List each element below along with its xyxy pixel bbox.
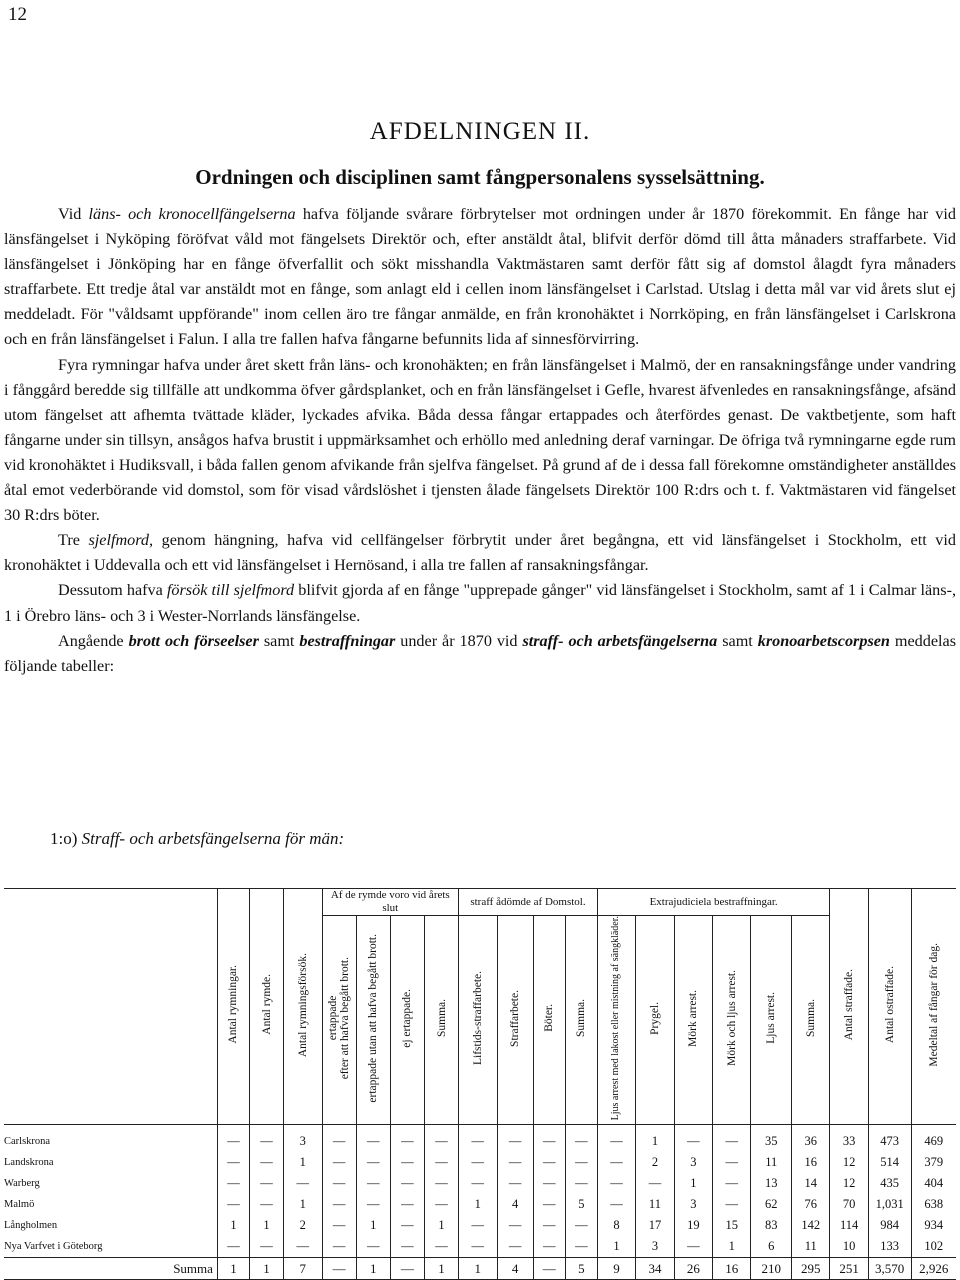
table-cell: — <box>322 1152 356 1173</box>
table-cell: 1 <box>217 1215 249 1236</box>
table-cell: 6 <box>751 1236 792 1258</box>
sum-cell: 1 <box>217 1258 249 1280</box>
table-cell: 19 <box>674 1215 712 1236</box>
table-cell: — <box>217 1152 249 1173</box>
table-cell: — <box>322 1125 356 1153</box>
statistics-table <box>4 888 956 1280</box>
table-cell: — <box>459 1215 497 1236</box>
sum-cell: 210 <box>751 1258 792 1280</box>
table-cell: 514 <box>868 1152 911 1173</box>
table-cell: 1 <box>284 1152 322 1173</box>
table-cell: — <box>356 1236 390 1258</box>
table-cell: 1 <box>597 1236 635 1258</box>
table-cell: 14 <box>792 1173 830 1194</box>
col-header-6: ej ertappade. <box>390 916 424 1125</box>
table-cell: — <box>322 1194 356 1215</box>
table-cell: 1 <box>459 1194 497 1215</box>
table-cell: — <box>217 1125 249 1153</box>
table-sum-row <box>4 1258 956 1280</box>
table-row <box>4 1152 956 1173</box>
table-cell: 11 <box>792 1236 830 1258</box>
sum-cell: 4 <box>497 1258 533 1280</box>
sum-cell: 34 <box>636 1258 674 1280</box>
table-cell: 2 <box>636 1152 674 1173</box>
paragraph-5: Angående brott och förseelser samt bestraffningar under år 1870 vid straff- och arbetsfängelserna samt kronoarbetscorpsen meddelas följande tabeller: <box>4 631 956 675</box>
table-cell: — <box>390 1173 424 1194</box>
row-label-header <box>4 889 217 1125</box>
table-cell: 1 <box>424 1215 458 1236</box>
table-cell: 8 <box>597 1215 635 1236</box>
table-cell: — <box>217 1194 249 1215</box>
col-header-18: Antal straffade. <box>830 889 868 1125</box>
table-cell: — <box>217 1173 249 1194</box>
sum-cell: 295 <box>792 1258 830 1280</box>
table-cell: 15 <box>713 1215 751 1236</box>
table-cell: — <box>565 1236 597 1258</box>
table-cell: 1 <box>356 1215 390 1236</box>
table-cell: — <box>459 1236 497 1258</box>
col-header-2: Antal rymde. <box>249 889 283 1125</box>
col-header-13: Prygel. <box>636 916 674 1125</box>
table-cell: 11 <box>751 1152 792 1173</box>
table-cell: 133 <box>868 1236 911 1258</box>
sum-cell: 1 <box>249 1258 283 1280</box>
sum-label: Summa <box>4 1258 217 1280</box>
table-cell: — <box>284 1236 322 1258</box>
table-cell: 1 <box>674 1173 712 1194</box>
table-cell: 102 <box>911 1236 956 1258</box>
table-cell: 11 <box>636 1194 674 1215</box>
table-cell: 12 <box>830 1152 868 1173</box>
table-cell: 984 <box>868 1215 911 1236</box>
table-cell: — <box>217 1236 249 1258</box>
table-cell: — <box>284 1173 322 1194</box>
row-label: Warberg <box>4 1178 40 1190</box>
table-cell: — <box>533 1194 565 1215</box>
table-cell: 10 <box>830 1236 868 1258</box>
table-cell: — <box>424 1125 458 1153</box>
col-header-8: Lifstids-straffarbete. <box>459 916 497 1125</box>
table-cell: — <box>565 1215 597 1236</box>
table-cell: 379 <box>911 1152 956 1173</box>
col-header-1: Antal rymningar. <box>217 889 249 1125</box>
table-cell: — <box>497 1236 533 1258</box>
table-cell: 13 <box>751 1173 792 1194</box>
table-cell: — <box>597 1152 635 1173</box>
sum-cell: 9 <box>597 1258 635 1280</box>
table-cell: 5 <box>565 1194 597 1215</box>
page-number: 12 <box>8 4 27 25</box>
table-cell: — <box>356 1152 390 1173</box>
table-cell: — <box>424 1194 458 1215</box>
col-header-12: Ljus arrest med lakost eller mistning af sängkläder. <box>597 916 635 1125</box>
sum-cell: 16 <box>713 1258 751 1280</box>
col-header-11: Summa. <box>565 916 597 1125</box>
sum-cell: 2,926 <box>911 1258 956 1280</box>
sum-cell: — <box>322 1258 356 1280</box>
body-text <box>4 202 956 679</box>
group-header-extra: Extrajudiciela bestraffningar. <box>597 889 830 916</box>
table-cell: 70 <box>830 1194 868 1215</box>
table-cell: — <box>249 1173 283 1194</box>
table-cell: — <box>390 1194 424 1215</box>
row-label: Landskrona <box>4 1157 54 1169</box>
sum-cell: 1 <box>356 1258 390 1280</box>
table-row <box>4 1215 956 1236</box>
table-cell: — <box>459 1125 497 1153</box>
paragraph-1: Vid läns- och kronocellfängelserna hafva följande svårare förbrytelser mot ordningen under år 1870 förekommit. En fånge har vid länsfängelset i Nyköping föröfvat våld mot fängelsets Direktör och, efter anstäldt åtal, blifvit derför dömd till åtta månaders straffarbete. Vid länsfängelset i Jönköping har en fånge öfverfallit och sökt misshandla Vaktmästaren samt derför fått sig af domstol ålagdt fyra månaders straffarbete. Ett tredje åtal var anstäldt mot en fånge, som anlagt eld i cellen inom länsfängelset i Carlstad. Utslag i detta mål var vid årets slut ej meddeladt. För "våldsamt uppförande" inom cellen äro tre fångar anmälde, en från kronohäktet i Norrköping, en från länsfängelset i Carlskrona och en från länsfängelset i Falun. I alla tre fallen hafva fångarne befunnits lida af sinnesförvirring. <box>4 205 956 349</box>
section-heading: AFDELNINGEN II. <box>369 118 591 145</box>
col-header-10: Böter. <box>533 916 565 1125</box>
table-cell: — <box>390 1215 424 1236</box>
sum-cell: 5 <box>565 1258 597 1280</box>
table-cell: — <box>636 1173 674 1194</box>
sum-cell: 3,570 <box>868 1258 911 1280</box>
table-cell: — <box>713 1173 751 1194</box>
col-header-3: Antal rymningsförsök. <box>284 889 322 1125</box>
table-cell: 4 <box>497 1194 533 1215</box>
table-cell: 17 <box>636 1215 674 1236</box>
table-cell: — <box>713 1194 751 1215</box>
table-cell: — <box>356 1194 390 1215</box>
col-header-14: Mörk arrest. <box>674 916 712 1125</box>
table-cell: 35 <box>751 1125 792 1153</box>
sum-cell: 1 <box>459 1258 497 1280</box>
table-cell: — <box>424 1236 458 1258</box>
table-cell: — <box>565 1152 597 1173</box>
table-cell: — <box>565 1173 597 1194</box>
table-cell: 469 <box>911 1125 956 1153</box>
table-cell: — <box>674 1125 712 1153</box>
table-cell: — <box>459 1173 497 1194</box>
table-cell: — <box>533 1125 565 1153</box>
table-cell: 1,031 <box>868 1194 911 1215</box>
col-header-4: ertappade efter att hafva begått brott. <box>322 916 356 1125</box>
row-label: Carlskrona <box>4 1136 51 1148</box>
table-cell: — <box>533 1173 565 1194</box>
table-cell: — <box>356 1125 390 1153</box>
paragraph-4: Dessutom hafva försök till sjelfmord blifvit gjorda af en fånge "upprepade gånger" vid länsfängelset i Stockholm, samt af 1 i Calmar läns-, 1 i Örebro läns- och 3 i Wester-Norrlands länsfängelse. <box>4 581 957 625</box>
table-row <box>4 1125 956 1153</box>
table-cell: — <box>713 1125 751 1153</box>
row-label: Malmö <box>4 1199 35 1211</box>
sum-cell: 26 <box>674 1258 712 1280</box>
col-header-19: Antal ostraffade. <box>868 889 911 1125</box>
table-cell: 1 <box>249 1215 283 1236</box>
table-row <box>4 1194 956 1215</box>
table-cell: — <box>249 1236 283 1258</box>
table-cell: — <box>497 1125 533 1153</box>
table-cell: 2 <box>284 1215 322 1236</box>
sum-cell: 7 <box>284 1258 322 1280</box>
sum-cell: — <box>533 1258 565 1280</box>
table-cell: — <box>249 1152 283 1173</box>
table-cell: 3 <box>636 1236 674 1258</box>
table-cell: 12 <box>830 1173 868 1194</box>
table-cell: — <box>674 1236 712 1258</box>
sum-cell: — <box>390 1258 424 1280</box>
table-cell: 16 <box>792 1152 830 1173</box>
table-cell: — <box>356 1173 390 1194</box>
table-cell: 83 <box>751 1215 792 1236</box>
table-cell: — <box>497 1152 533 1173</box>
table-cell: 62 <box>751 1194 792 1215</box>
table-cell: — <box>533 1236 565 1258</box>
sum-cell: 1 <box>424 1258 458 1280</box>
table-cell: 142 <box>792 1215 830 1236</box>
table-cell: 114 <box>830 1215 868 1236</box>
col-header-5: ertappade utan att hafva begått brott. <box>356 916 390 1125</box>
table-cell: — <box>597 1125 635 1153</box>
table-cell: — <box>533 1215 565 1236</box>
table-cell: — <box>390 1236 424 1258</box>
table-cell: — <box>533 1152 565 1173</box>
table-cell: — <box>424 1152 458 1173</box>
table-cell: 36 <box>792 1125 830 1153</box>
table-cell: — <box>497 1215 533 1236</box>
table-cell: 404 <box>911 1173 956 1194</box>
table-cell: 473 <box>868 1125 911 1153</box>
table-cell: — <box>597 1194 635 1215</box>
table-cell: — <box>390 1125 424 1153</box>
col-header-17: Summa. <box>792 916 830 1125</box>
table-cell: 1 <box>713 1236 751 1258</box>
paragraph-2: Fyra rymningar hafva under året skett från läns- och kronohäkten; en från länsfängelset i Malmö, der en ransakningsfånge under vandring i fånggård beredde sig tillfälle att undkomma öfver gårdsplanket, och en från länsfängelset i Gefle, hvarest äfvenledes en ransakningsfånge, afsänd utom fängelset att afhemta tvättade kläder, lyckades afvika. Båda dessa fångar ertappades och återfördes genast. De vaktbetjente, som haft fångarne under sin tillsyn, ansågos hafva brustit i uppmärksamhet och erhöllo med anledning deraf varningar. De öfriga två rymningarne egde rum vid kronohäktet i Hudiksvall, i båda fallen genom afvikande från sjelfva fängelset. På grund af de i dessa fall förekomne omständigheter anställdes åtal emot vederbörande vid domstol, som för visad vårdslöshet i tjensten ålade fängelsets Direktör 100 R:drs och t. f. Vaktmästaren vid fängelset 30 R:drs böter. <box>4 355 956 525</box>
table-cell: 1 <box>284 1194 322 1215</box>
col-header-7: Summa. <box>424 916 458 1125</box>
paragraph-3: Tre sjelfmord, genom hängning, hafva vid cellfängelser förbrytit under året begångna, ett vid länsfängelset i Stockholm, ett vid kronohäktet i Uddevalla och ett vid länsfängelset i Hernösand, i alla tre fallen af ransakningsfångar. <box>4 531 956 575</box>
table-cell: — <box>322 1215 356 1236</box>
table-title: 1:o) Straff- och arbetsfängelserna för män: <box>50 829 345 848</box>
table-row <box>4 1236 956 1258</box>
table-cell: — <box>459 1152 497 1173</box>
table-cell: 3 <box>284 1125 322 1153</box>
table-cell: — <box>497 1173 533 1194</box>
col-header-15: Mörk och ljus arrest. <box>713 916 751 1125</box>
group-header-rymde: Af de rymde voro vid årets slut <box>322 889 459 916</box>
sum-cell: 251 <box>830 1258 868 1280</box>
table-cell: — <box>322 1173 356 1194</box>
table-cell: 3 <box>674 1194 712 1215</box>
table-cell: 435 <box>868 1173 911 1194</box>
table-cell: — <box>565 1125 597 1153</box>
table-cell: 934 <box>911 1215 956 1236</box>
table-body <box>4 1125 956 1280</box>
col-header-20: Medeltal af fångar för dag. <box>911 889 956 1125</box>
table-cell: 638 <box>911 1194 956 1215</box>
table-cell: 3 <box>674 1152 712 1173</box>
table-cell: — <box>424 1173 458 1194</box>
row-label: Långholmen <box>4 1220 58 1232</box>
table-cell: — <box>249 1194 283 1215</box>
col-header-16: Ljus arrest. <box>751 916 792 1125</box>
table-cell: 33 <box>830 1125 868 1153</box>
table-cell: 76 <box>792 1194 830 1215</box>
table-cell: — <box>249 1125 283 1153</box>
table-cell: — <box>597 1173 635 1194</box>
table-cell: — <box>322 1236 356 1258</box>
section-subheading: Ordningen och disciplinen samt fångpersonalens sysselsättning. <box>195 165 765 189</box>
col-header-9: Straffarbete. <box>497 916 533 1125</box>
table-cell: — <box>390 1152 424 1173</box>
table-cell: — <box>713 1152 751 1173</box>
table-cell: 1 <box>636 1125 674 1153</box>
group-header-straff: straff ådömde af Domstol. <box>459 889 598 916</box>
row-label: Nya Varfvet i Göteborg <box>4 1241 103 1253</box>
